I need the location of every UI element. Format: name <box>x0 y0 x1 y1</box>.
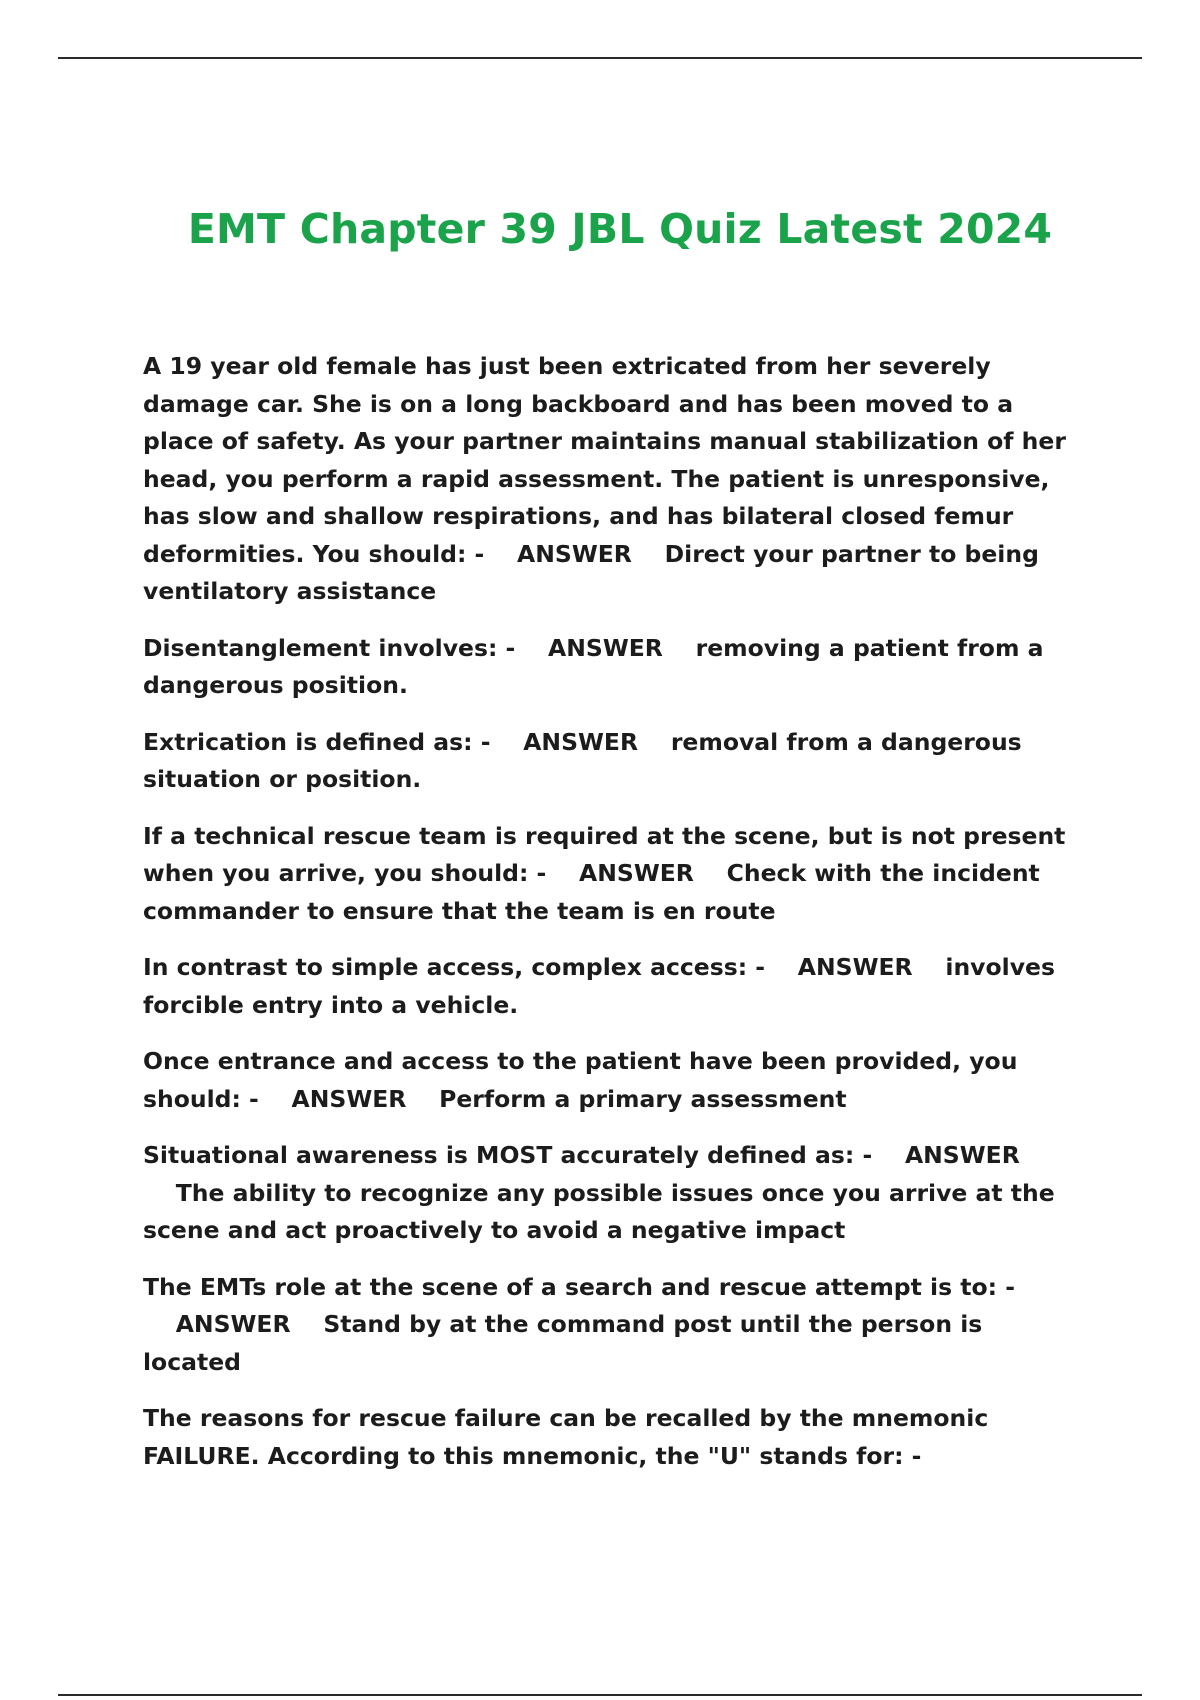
answer-label: ANSWER <box>523 727 639 756</box>
answer-text: Perform a primary assessment <box>439 1084 847 1113</box>
answer-text: The ability to recognize any possible issues once you arrive at the scene and act proactively to avoid a negative impact <box>143 1178 1055 1244</box>
qa-item <box>143 1400 1088 1475</box>
question-text: Situational awareness is MOST accurately defined as: - <box>143 1141 873 1169</box>
qa-item <box>143 1137 1088 1250</box>
document-title: EMT Chapter 39 JBL Quiz Latest 2024 <box>187 205 1053 253</box>
question-text: A 19 year old female has just been extricated from her severely damage car. She is on a long backboard and has been moved to a place of safety. As your partner maintains manual stabilization of her head, you perform a rapid assessment. The patient is unresponsive, has slow and shallow respirations, and has bilateral closed femur deformities. You should: - <box>143 352 1066 568</box>
qa-item <box>143 1269 1088 1382</box>
answer-text: Direct your partner to being ventilatory assistance <box>143 539 1039 605</box>
answer-text: Check with the incident commander to ensure that the team is en route <box>143 859 1040 925</box>
answer-text: removal from a dangerous situation or position. <box>143 727 1022 793</box>
answer-label: ANSWER <box>548 633 663 662</box>
qa-item <box>143 1043 1088 1118</box>
question-text: The reasons for rescue failure can be recalled by the mnemonic FAILURE. According to this mnemonic, the "U" stands for: - <box>143 1404 989 1470</box>
qa-item <box>143 348 1088 611</box>
question-text: If a technical rescue team is required at the scene, but is not present when you arrive, you should: - <box>143 821 1066 887</box>
answer-label: ANSWER <box>579 859 694 887</box>
answer-label: ANSWER <box>904 1141 1020 1169</box>
question-text: Disentanglement involves: - <box>143 633 516 662</box>
qa-list <box>143 348 1088 1494</box>
answer-label: ANSWER <box>175 1310 291 1338</box>
question-text: The EMTs role at the scene of a search and rescue attempt is to: - <box>143 1272 1015 1301</box>
question-text: Once entrance and access to the patient have been provided, you should: - <box>143 1047 1018 1113</box>
qa-item <box>143 818 1088 931</box>
answer-text: removing a patient from a dangerous position. <box>143 633 1044 699</box>
answer-text: involves forcible entry into a vehicle. <box>143 953 1055 1019</box>
qa-item <box>143 630 1088 705</box>
question-text: Extrication is defined as: - <box>143 727 491 756</box>
answer-label: ANSWER <box>797 953 913 981</box>
qa-item <box>143 724 1088 799</box>
qa-item <box>143 949 1088 1024</box>
answer-label: ANSWER <box>291 1084 407 1113</box>
answer-text: Stand by at the command post until the person is located <box>143 1310 983 1376</box>
question-text: In contrast to simple access, complex access: - <box>143 953 766 981</box>
footer-rule <box>58 1694 1142 1696</box>
header-rule <box>58 57 1142 59</box>
answer-label: ANSWER <box>517 539 632 568</box>
